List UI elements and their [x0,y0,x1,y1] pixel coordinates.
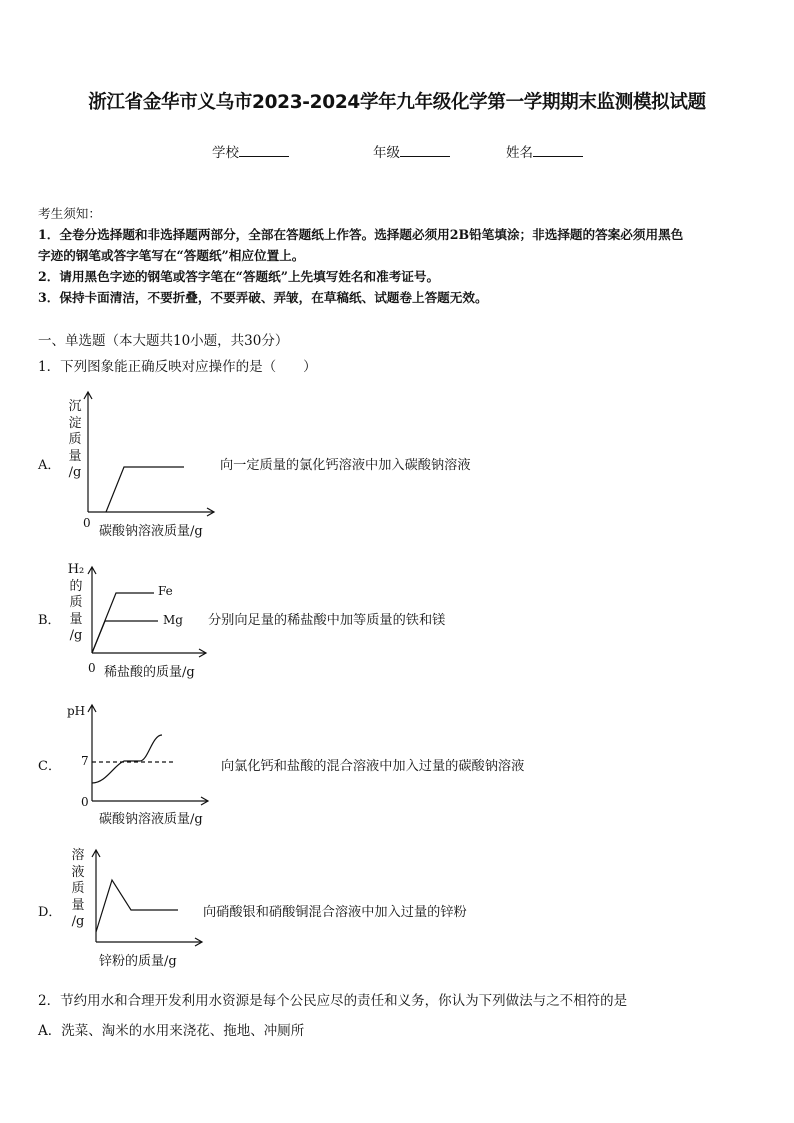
grade-field [373,141,450,161]
option-a-ylabel: 沉 淀 质 量 /g [68,399,82,480]
question-2-option-a[interactable]: A．洗菜、淘米的水用来浇花、拖地、冲厕所 [38,1023,305,1039]
option-b-xlabel: 稀盐酸的质量/g [104,665,195,680]
series-mg-label: Mg [163,613,183,627]
notice-item-3: 3．保持卡面清洁，不要折叠，不要弄破、弄皱，在草稿纸、试题卷上答题无效。 [38,290,488,305]
option-c-graph [84,703,214,808]
mg-curve [92,621,158,653]
notice-item-1: 1．全卷分选择题和非选择题两部分，全部在答题纸上作答。选择题必须用2B铅笔填涂；非选择题的答案必须用黑色 [38,227,684,242]
option-c-ylabel: pH [67,704,86,718]
solution-mass-curve [96,880,178,932]
name-label: 姓名 [506,145,533,161]
option-c-xlabel: 碳酸钠溶液质量/g [99,812,203,827]
grade-blank[interactable] [400,144,450,157]
option-d-xlabel: 锌粉的质量/g [99,954,177,969]
option-c-desc: 向氯化钙和盐酸的混合溶液中加入过量的碳酸钠溶液 [221,759,525,774]
option-d-label[interactable]: D． [38,905,62,920]
question-1-stem: 1．下列图象能正确反映对应操作的是（ ） [38,359,317,375]
option-a-origin: 0 [83,516,91,530]
series-fe-label: Fe [158,584,173,598]
option-a-xlabel: 碳酸钠溶液质量/g [99,524,203,539]
option-c-origin: 0 [81,795,89,809]
option-b-desc: 分别向足量的稀盐酸中加等质量的铁和镁 [208,613,446,628]
option-d-ylabel: 溶 液 质 量 /g [71,848,85,929]
option-a-desc: 向一定质量的氯化钙溶液中加入碳酸钠溶液 [220,458,471,473]
option-d-desc: 向硝酸银和硝酸铜混合溶液中加入过量的锌粉 [203,905,467,920]
notice-item-1-cont: 字迹的钢笔或答字笔写在“答题纸”相应位置上。 [38,248,305,263]
section-heading: 一、单选题（本大题共10小题，共30分） [38,333,289,349]
grade-label: 年级 [373,145,400,161]
precipitate-curve [106,467,184,512]
question-2-stem: 2．节约用水和合理开发利用水资源是每个公民应尽的责任和义务，你认为下列做法与之不相符的是 [38,993,628,1009]
name-field [506,141,583,161]
page-title: 浙江省金华市义乌市2023-2024学年九年级化学第一学期期末监测模拟试题 [88,92,706,113]
school-blank[interactable] [239,144,289,157]
option-d-graph [88,848,208,948]
school-label: 学校 [212,145,239,161]
option-b-label[interactable]: B． [38,613,61,628]
notice-item-2: 2．请用黑色字迹的钢笔或答字笔在“答题纸”上先填写姓名和准考证号。 [38,269,440,284]
option-b-graph [84,565,214,660]
option-c-label[interactable]: C． [38,759,61,774]
ph-7-tick: 7 [81,754,89,768]
fe-curve [92,593,154,653]
name-blank[interactable] [533,144,583,157]
option-b-ylabel: H₂ 的 质 量 /g [67,562,85,643]
school-field [212,141,289,161]
option-a-label[interactable]: A． [38,458,61,473]
option-a-graph [80,390,220,520]
ph-curve [92,735,162,783]
option-b-origin: 0 [88,661,96,675]
notice-heading: 考生须知： [38,206,101,221]
